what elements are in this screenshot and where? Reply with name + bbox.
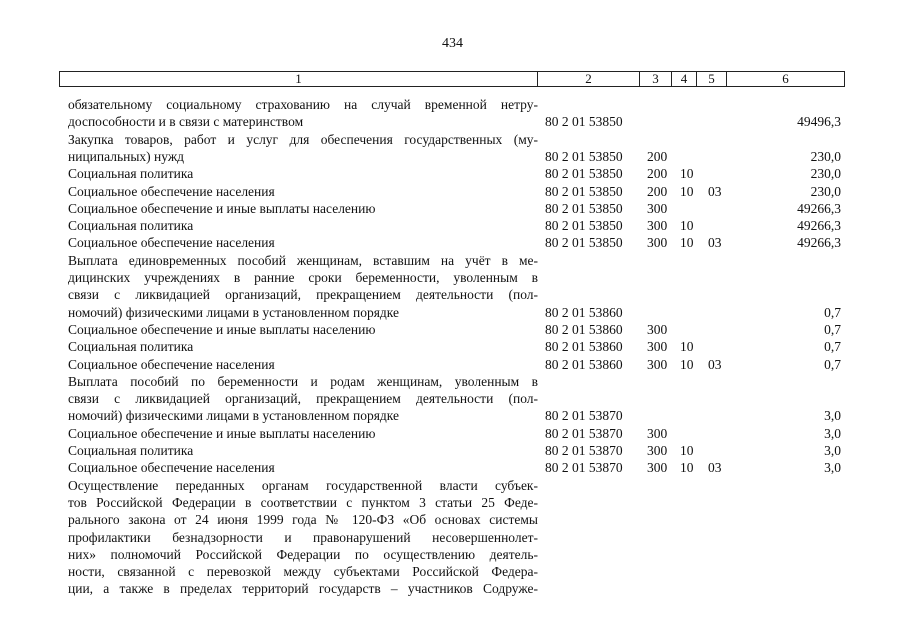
row-code: 80 2 01 53870 [545, 408, 623, 424]
row-description: Социальное обеспечение населения [68, 183, 275, 199]
table-row [0, 425, 905, 442]
row-amount: 0,7 [824, 339, 841, 355]
row-amount: 3,0 [824, 460, 841, 476]
row-col-4: 10 [680, 183, 694, 199]
row-code: 80 2 01 53850 [545, 200, 623, 216]
row-amount: 49266,3 [797, 200, 841, 216]
table-row [0, 286, 905, 303]
row-code: 80 2 01 53860 [545, 321, 623, 337]
table-row [0, 477, 905, 494]
row-col-3: 300 [647, 460, 668, 476]
row-amount: 0,7 [824, 304, 841, 320]
row-description: ности, связанной с перевозкой между субъектами Российской Федера- [68, 564, 538, 580]
table-row [0, 183, 905, 200]
table-row [0, 459, 905, 476]
row-code: 80 2 01 53850 [545, 148, 623, 164]
row-description: Социальное обеспечение и иные выплаты населению [68, 200, 376, 216]
row-col-3: 300 [647, 443, 668, 458]
table-row [0, 338, 905, 355]
table-row [0, 269, 905, 286]
row-code: 80 2 01 53870 [545, 443, 623, 458]
row-col-4: 10 [680, 166, 694, 182]
table-row [0, 529, 905, 546]
row-description: Социальная политика [68, 166, 194, 182]
row-description: связи с ликвидацией организаций, прекращением деятельности (пол- [68, 287, 538, 303]
row-col-4: 10 [680, 356, 694, 372]
row-description: Социальная политика [68, 443, 194, 458]
row-amount: 3,0 [824, 443, 841, 458]
table-row [0, 407, 905, 424]
row-amount: 3,0 [824, 425, 841, 441]
row-col-3: 300 [647, 235, 668, 251]
row-description: тов Российской Федерации в соответствии с пунктом 3 статьи 25 Феде- [68, 494, 538, 510]
column-header-6: 6 [782, 71, 789, 86]
row-amount: 3,0 [824, 408, 841, 424]
row-col-3: 300 [647, 425, 668, 441]
row-description: Выплата пособий по беременности и родам женщинам, уволенным в [68, 373, 538, 389]
row-description: Социальное обеспечение населения [68, 460, 275, 476]
table-row [0, 321, 905, 338]
table-row [0, 546, 905, 563]
row-code: 80 2 01 53850 [545, 114, 623, 130]
row-amount: 0,7 [824, 356, 841, 372]
table-row [0, 580, 905, 597]
row-code: 80 2 01 53870 [545, 425, 623, 441]
row-col-4: 10 [680, 235, 694, 251]
row-col-5: 03 [708, 235, 722, 251]
row-amount: 49266,3 [797, 235, 841, 251]
column-header-1: 1 [60, 72, 538, 86]
row-amount: 230,0 [810, 183, 841, 199]
row-description: Социальная политика [68, 218, 194, 234]
row-description: Социальное обеспечение и иные выплаты населению [68, 425, 376, 441]
page-number: 434 [442, 36, 463, 51]
table-row [0, 563, 905, 580]
table-row [0, 131, 905, 148]
table-row [0, 148, 905, 165]
row-description: номочий) физическими лицами в установленном порядке [68, 304, 399, 320]
column-header-2: 2 [538, 72, 640, 86]
column-header-3: 3 [640, 72, 672, 86]
table-row [0, 356, 905, 373]
row-code: 80 2 01 53860 [545, 304, 623, 320]
row-code: 80 2 01 53850 [545, 183, 623, 199]
row-col-3: 300 [647, 321, 668, 337]
row-col-5: 03 [708, 460, 722, 476]
row-col-5: 03 [708, 183, 722, 199]
row-col-5: 03 [708, 356, 722, 372]
table-row [0, 165, 905, 182]
row-description: них» полномочий Российской Федерации по осуществлению деятель- [68, 546, 538, 562]
table-row [0, 252, 905, 269]
row-amount: 0,7 [824, 321, 841, 337]
table-row [0, 200, 905, 217]
row-code: 80 2 01 53850 [545, 166, 623, 182]
row-col-3: 300 [647, 200, 668, 216]
row-description: номочий) физическими лицами в установленном порядке [68, 408, 399, 424]
row-col-3: 300 [647, 356, 668, 372]
row-description: связи с ликвидацией организаций, прекращением деятельности (пол- [68, 391, 538, 407]
table-row [0, 511, 905, 528]
row-description: Выплата единовременных пособий женщинам, вставшим на учёт в ме- [68, 252, 538, 268]
row-code: 80 2 01 53850 [545, 235, 623, 251]
row-code: 80 2 01 53850 [545, 218, 623, 234]
table-row [0, 494, 905, 511]
row-col-3: 300 [647, 218, 668, 234]
row-description: профилактики безнадзорности и правонарушений несовершеннолет- [68, 529, 538, 545]
row-description: Осуществление переданных органам государственной власти субъек- [68, 477, 538, 493]
row-description: дицинских учреждениях в ранние сроки беременности, уволенным в [68, 270, 538, 285]
row-description: Социальная политика [68, 339, 194, 355]
row-description: рального закона от 24 июня 1999 года № 120-ФЗ «Об основах системы [68, 512, 538, 528]
row-description: обязательному социальному страхованию на случай временной нетру- [68, 97, 538, 112]
row-amount: 230,0 [810, 148, 841, 164]
table-row [0, 304, 905, 321]
row-code: 80 2 01 53860 [545, 356, 623, 372]
row-code: 80 2 01 53860 [545, 339, 623, 355]
row-description: ниципальных) нужд [68, 148, 185, 164]
row-code: 80 2 01 53870 [545, 460, 623, 476]
row-amount: 49496,3 [797, 114, 841, 130]
table-row [0, 442, 905, 459]
table-row [0, 373, 905, 390]
row-col-4: 10 [680, 443, 694, 458]
row-col-4: 10 [680, 339, 694, 355]
table-row [0, 113, 905, 130]
row-description: доспособности и в связи с материнством [68, 114, 304, 130]
row-col-3: 200 [647, 166, 668, 182]
row-description: Закупка товаров, работ и услуг для обеспечения государственных (му- [68, 131, 538, 147]
row-description: ции, а также в пределах территорий государств – участников Содруже- [68, 581, 538, 597]
row-col-3: 200 [647, 148, 668, 164]
table-row [0, 217, 905, 234]
column-header-4: 4 [672, 72, 697, 86]
row-amount: 49266,3 [797, 218, 841, 234]
row-col-4: 10 [680, 460, 694, 476]
row-description: Социальное обеспечение населения [68, 356, 275, 372]
row-description: Социальное обеспечение населения [68, 235, 275, 251]
row-amount: 230,0 [810, 166, 841, 182]
table-row [0, 390, 905, 407]
column-header-5: 5 [697, 72, 727, 86]
row-col-3: 300 [647, 339, 668, 355]
row-col-3: 200 [647, 183, 668, 199]
table-row [0, 234, 905, 251]
row-description: Социальное обеспечение и иные выплаты населению [68, 321, 376, 337]
table-row [0, 96, 905, 113]
table-header-row [59, 71, 845, 87]
row-col-4: 10 [680, 218, 694, 234]
